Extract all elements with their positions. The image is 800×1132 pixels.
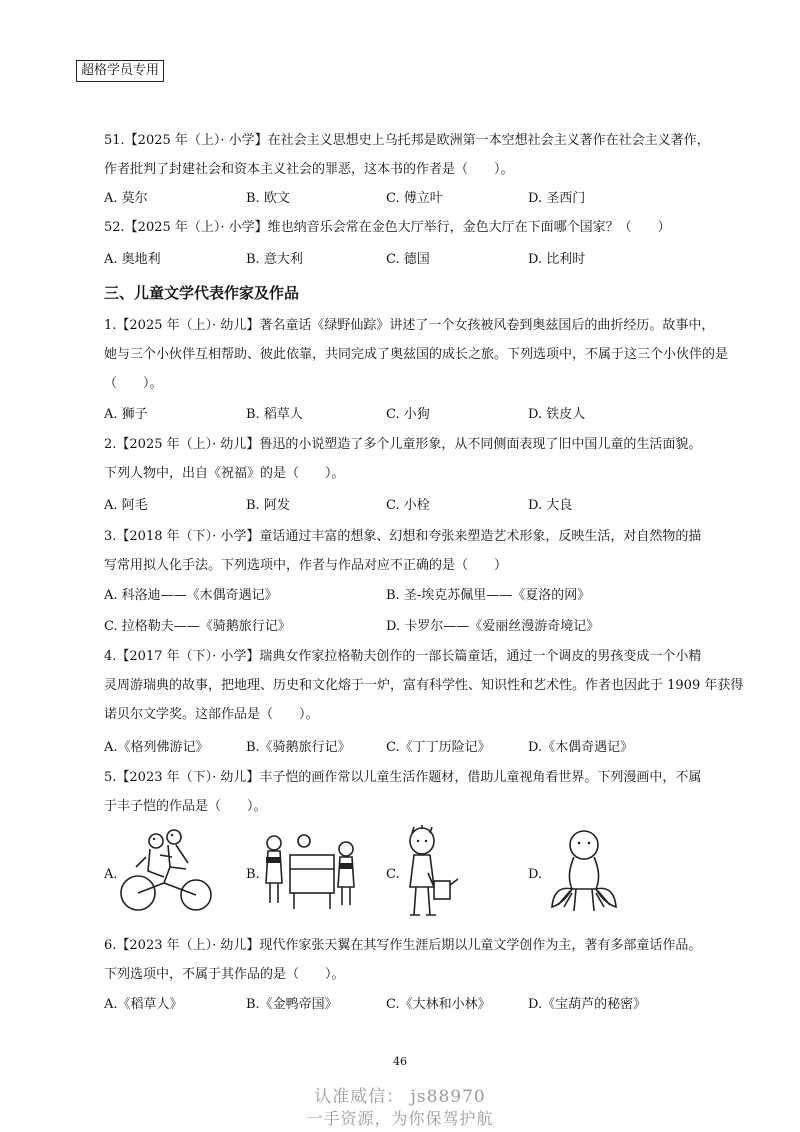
option-c: C. 小栓: [386, 498, 430, 513]
option-label: D.: [528, 867, 543, 882]
option-c: C. 小狗: [386, 407, 430, 422]
option-b: B.《骑鹅旅行记》: [246, 740, 351, 755]
question-4: [104, 642, 744, 729]
option-d: D. 卡罗尔——《爱丽丝漫游奇境记》: [386, 619, 600, 634]
image-option-d: [528, 825, 648, 925]
option-label: B.: [246, 867, 260, 882]
question-line: 灵周游瑞典的故事，把地理、历史和文化熔于一炉，富有科学性、知识性和艺术性。作者也因此于 1909 年获得: [104, 678, 744, 693]
option-c: C. 拉格勒夫——《骑鹅旅行记》: [104, 619, 291, 634]
question-1: [104, 311, 729, 369]
question-line: 2.【2025 年（上）· 幼儿】鲁迅的小说塑造了多个儿童形象，从不同侧面表现了旧中国儿童的生活面貌。: [104, 437, 702, 452]
watermark-line: 一手资源，为你保驾护航: [306, 1109, 494, 1128]
image-option-b: [246, 825, 366, 925]
student-only-badge: 超格学员专用: [76, 60, 164, 82]
option-b: B. 欧文: [246, 191, 290, 206]
option-a: A. 阿毛: [104, 498, 148, 513]
option-c: C. 傅立叶: [386, 191, 443, 206]
question-line: 6.【2023 年（上）· 幼儿】现代作家张天翼在其写作生涯后期以儿童文学创作为主，著有多部童话作品。: [104, 938, 702, 953]
question-line: 写常用拟人化手法。下列选项中，作者与作品对应不正确的是（ ）: [104, 558, 508, 573]
question-line: 52.【2025 年（上）· 小学】维也纳音乐会常在金色大厅举行，金色大厅在下面哪个国家？（ ）: [104, 220, 671, 235]
cartoon-child-fans-icon: [544, 827, 624, 919]
question-3: [104, 522, 704, 580]
option-d: D.《宝葫芦的秘密》: [528, 997, 647, 1012]
question-52: [104, 213, 704, 242]
image-option-c: [386, 825, 506, 925]
watermark-line: 认准威信： js88970: [314, 1087, 486, 1107]
option-b: B.《金鸭帝国》: [246, 997, 338, 1012]
question-line: 作者批判了封建社会和资本主义社会的罪恶，这本书的作者是（ ）。: [104, 162, 514, 177]
image-option-a: [104, 825, 224, 925]
section-title: 三、儿童文学代表作家及作品: [104, 284, 300, 302]
option-a: A.《格列佛游记》: [104, 740, 209, 755]
question-6: [104, 931, 704, 989]
question-5: [104, 763, 704, 821]
question-2: [104, 430, 704, 488]
option-a: A. 狮子: [104, 407, 148, 422]
question-51: [104, 126, 710, 184]
option-c: C.《大林和小林》: [386, 997, 491, 1012]
question-line: （ ）。: [104, 376, 163, 391]
option-label: C.: [386, 867, 400, 882]
option-a: A.《稻草人》: [104, 997, 183, 1012]
question-line: 下列选项中，不属于其作品的是（ ）。: [104, 967, 345, 982]
option-c: C.《丁丁历险记》: [386, 740, 491, 755]
question-line: 她与三个小伙伴互相帮助、彼此依靠，共同完成了奥兹国的成长之旅。下列选项中，不属于这三个小伙伴的是: [104, 347, 729, 362]
option-a: A. 莫尔: [104, 191, 148, 206]
option-b: B. 圣-埃克苏佩里——《夏洛的网》: [386, 588, 591, 603]
option-c: C. 德国: [386, 252, 430, 267]
option-b: B. 意大利: [246, 252, 303, 267]
option-b: B. 阿发: [246, 498, 290, 513]
option-d: D. 铁皮人: [528, 407, 586, 422]
question-line: 4.【2017 年（下）· 小学】瑞典女作家拉格勒夫创作的一部长篇童话，通过一个调皮的男孩变成一个小精: [104, 649, 702, 664]
cartoon-child-watering-can-icon: [400, 825, 460, 925]
question-line: 诺贝尔文学奖。这部作品是（ ）。: [104, 707, 319, 722]
cartoon-children-furniture-icon: [260, 829, 360, 917]
option-a: A. 科洛迪——《木偶奇遇记》: [104, 588, 278, 603]
question-line: 1.【2025 年（上）· 幼儿】著名童话《绿野仙踪》讲述了一个女孩被风卷到奥兹国后的曲折经历。故事中，: [104, 318, 715, 333]
page-number: 46: [393, 1055, 407, 1068]
question-line: 3.【2018 年（下）· 小学】童话通过丰富的想象、幻想和夸张来塑造艺术形象，反映生活，对自然物的描: [104, 529, 702, 544]
option-label: A.: [104, 867, 118, 882]
question-line: 于丰子恺的作品是（ ）。: [104, 799, 267, 814]
question-line: 5.【2023 年（下）· 幼儿】丰子恺的画作常以儿童生活作题材，借助儿童视角看世界。下列漫画中，不属: [104, 770, 702, 785]
option-d: D. 大良: [528, 498, 573, 513]
question-line: 51.【2025 年（上）· 小学】在社会主义思想史上乌托邦是欧洲第一本空想社会主义著作在社会主义著作，: [104, 133, 710, 148]
question-line: 下列人物中，出自《祝福》的是（ ）。: [104, 466, 345, 481]
option-a: A. 奥地利: [104, 252, 161, 267]
cartoon-bicycle-children-icon: [116, 827, 216, 917]
option-d: D. 圣西门: [528, 191, 586, 206]
option-b: B. 稻草人: [246, 407, 303, 422]
option-d: D.《木偶奇遇记》: [528, 740, 634, 755]
option-d: D. 比利时: [528, 252, 586, 267]
